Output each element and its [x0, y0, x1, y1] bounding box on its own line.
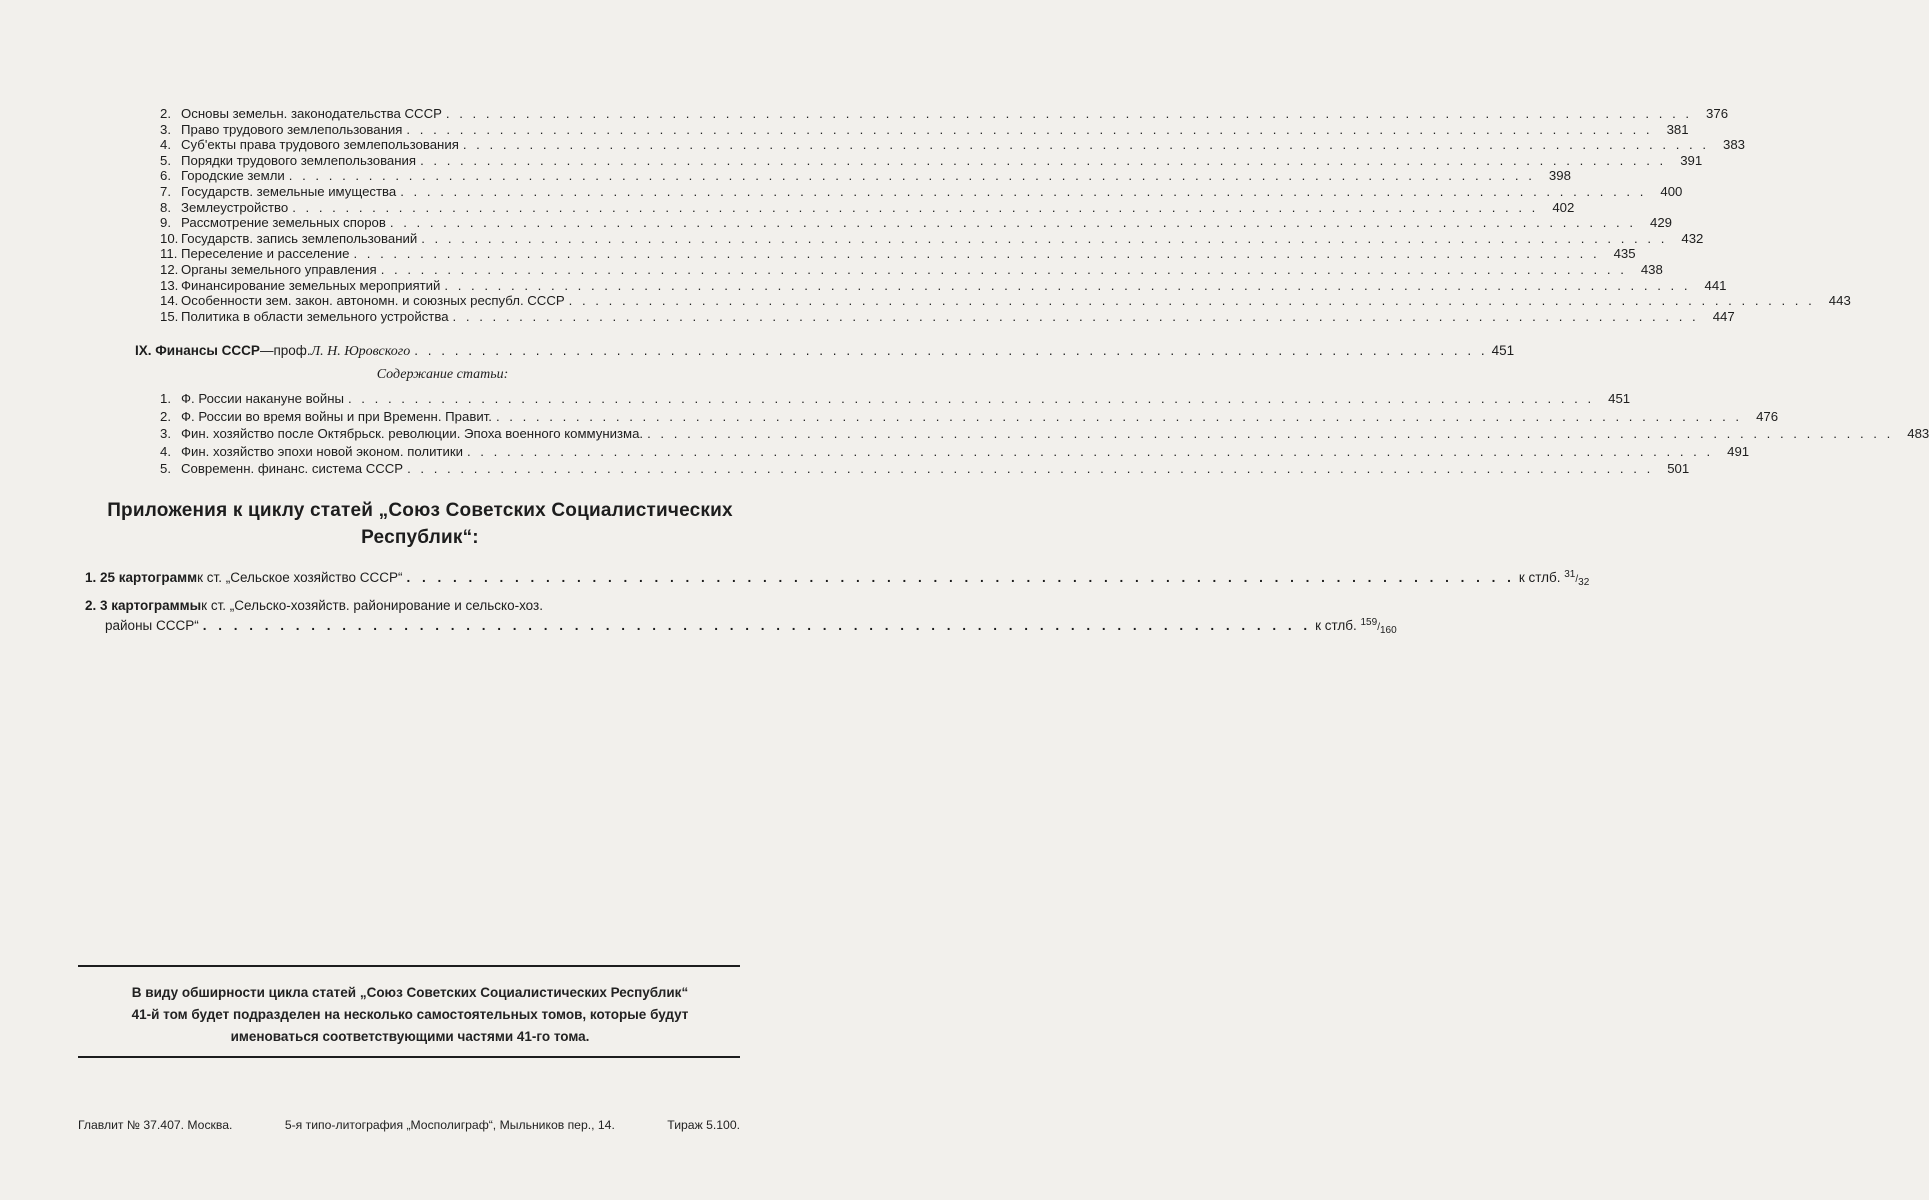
toc-title: Рассмотрение земельных споров: [181, 215, 386, 231]
toc-number: 13.: [160, 277, 179, 293]
toc-page: 443: [1828, 293, 1851, 309]
toc-number: 5.: [160, 152, 171, 168]
toc-row: [160, 460, 1690, 478]
toc-page: 451: [1608, 391, 1631, 406]
leader-dots: [203, 617, 1311, 634]
leader-dots: [414, 343, 1487, 358]
notice-text: [85, 982, 735, 1048]
col-fraction: 31/32: [1564, 569, 1590, 588]
toc-page: 402: [1552, 199, 1575, 215]
leader-dots: [406, 122, 1652, 138]
toc-title: Современн. финанс. система СССР: [181, 461, 404, 477]
leader-dots: [406, 569, 1514, 586]
section-ix-heading: [135, 343, 1515, 360]
section-ix-author: Л. Н. Юровского: [310, 344, 411, 359]
toc-row: [160, 390, 1631, 408]
fraction-denominator: 160: [1379, 625, 1397, 636]
col-fraction: 159/160: [1360, 617, 1397, 636]
toc-row: [160, 261, 1663, 278]
notice-line-1: В виду обширности цикла статей „Союз Советских Социалистических Республик“: [131, 985, 689, 1000]
fraction-numerator: 31: [1564, 569, 1576, 580]
toc-row: [160, 246, 1636, 262]
appendix-item-1-col: [1519, 566, 1589, 591]
toc-row: [160, 408, 1779, 426]
toc-row: [160, 277, 1727, 294]
toc-title: Переселение и расселение: [181, 246, 350, 262]
toc-number: 7.: [160, 183, 171, 199]
appendix-item-1-label: 1. 25 картограмм: [85, 570, 198, 585]
toc-row: [160, 443, 1750, 461]
section-ix-dash: —проф.: [259, 343, 311, 358]
appendix-title-line2: Республик“:: [361, 527, 479, 548]
toc-title: Органы земельного управления: [181, 261, 377, 277]
toc-page: 429: [1650, 215, 1673, 231]
appendix-item-2-col: [1315, 614, 1397, 639]
toc-title: Городские земли: [181, 168, 285, 184]
toc-page: 476: [1756, 408, 1779, 424]
toc-number: 4.: [160, 443, 171, 459]
toc-page: 501: [1667, 461, 1690, 477]
toc-number: 3.: [160, 426, 171, 442]
imprint-right: Тираж 5.100.: [667, 1118, 740, 1132]
toc-row: [160, 293, 1851, 309]
appendix-item-2: [85, 597, 750, 614]
leader-dots: [353, 246, 1599, 262]
top-rule: [78, 965, 740, 967]
appendix-title-line1: Приложения к циклу статей „Союз Советских Социалистических: [107, 500, 733, 521]
toc-title: Государств. запись землепользований: [181, 230, 418, 246]
toc-number: 9.: [160, 215, 171, 231]
toc-title: Финансирование земельных мероприятий: [181, 277, 441, 293]
leader-dots: [421, 231, 1667, 247]
leader-dots: [420, 153, 1666, 169]
toc-number: 15.: [160, 308, 179, 324]
toc-title: Право трудового землепользования: [181, 121, 403, 137]
leader-dots: [446, 106, 1692, 122]
fraction-denominator: 32: [1578, 577, 1590, 588]
toc-page: 491: [1727, 443, 1750, 459]
leader-dots: [400, 184, 1646, 200]
toc-number: 5.: [160, 461, 171, 477]
toc-page: 398: [1548, 168, 1571, 184]
toc-title: Государств. земельные имущества: [181, 183, 397, 199]
toc-title: Основы земельн. законодательства СССР: [181, 106, 442, 121]
toc-page: 391: [1680, 152, 1703, 168]
toc-title: Землеустройство: [181, 199, 289, 215]
toc-number: 14.: [160, 293, 179, 309]
toc-title: Политика в области земельного устройства: [181, 308, 449, 324]
toc-number: 11.: [160, 246, 178, 262]
section-ix-page: 451: [1491, 343, 1515, 358]
toc-number: 12.: [160, 261, 179, 277]
leader-dots: [407, 460, 1653, 478]
toc-row: [160, 230, 1704, 247]
appendix-item-2-cont: [85, 614, 1397, 639]
toc-title: Ф. России во время войны и при Временн. Правит.: [181, 408, 492, 424]
appendix-item-2-label: 2. 3 картограммы: [85, 598, 202, 613]
toc-list: [160, 106, 1851, 324]
toc-number: 2.: [160, 408, 171, 424]
leader-dots: [569, 293, 1815, 309]
leader-dots: [292, 200, 1538, 216]
leader-dots: [463, 137, 1709, 153]
bottom-rule: [78, 1056, 740, 1058]
appendix-item-1: [85, 566, 1590, 591]
leader-dots: [467, 443, 1713, 461]
notice-line-2: 41-й том будет подразделен на несколько самостоятельных томов, которые будут: [131, 1007, 689, 1022]
toc-row: [160, 425, 1929, 443]
toc-page: 447: [1712, 308, 1735, 324]
toc-number: 2.: [160, 106, 171, 121]
fraction-numerator: 159: [1360, 617, 1378, 628]
toc-row: [160, 215, 1673, 231]
notice-line-3: именоваться соответствующими частями 41-го тома.: [230, 1029, 590, 1044]
toc-title: Особенности зем. закон. автономн. и союзных республ. СССР: [181, 293, 565, 309]
toc-row: [160, 106, 1729, 122]
toc-page: 435: [1613, 246, 1636, 262]
section-ix-title: IX. Финансы СССР: [135, 343, 260, 358]
leader-dots: [381, 262, 1627, 278]
toc-number: 8.: [160, 199, 171, 215]
leader-dots: [289, 168, 1535, 184]
toc-number: 3.: [160, 121, 171, 137]
toc-row: [160, 183, 1683, 200]
toc-page: 438: [1640, 261, 1663, 277]
appendix-item-2-text: к ст. „Сельско-хозяйств. районирование и сельско-хоз.: [201, 598, 543, 613]
toc-row: [160, 121, 1689, 138]
toc-number: 4.: [160, 137, 171, 153]
toc-row: [160, 168, 1571, 184]
toc-page: 400: [1660, 183, 1683, 199]
toc-number: 10.: [160, 230, 179, 246]
toc-page: 383: [1723, 137, 1746, 153]
leader-dots: [496, 408, 1742, 426]
toc-title: Порядки трудового землепользования: [181, 152, 417, 168]
leader-dots: [453, 309, 1699, 325]
toc-page: 441: [1704, 277, 1727, 293]
imprint-left: Главлит № 37.407. Москва.: [78, 1118, 233, 1132]
leader-dots: [390, 215, 1636, 231]
toc-title: Фин. хозяйство после Октябрьск. революции. Эпоха военного коммунизма.: [181, 426, 644, 442]
appendix-title: [70, 497, 770, 551]
appendix-item-2-text2: районы СССР“: [105, 618, 199, 633]
toc-list-ix: [160, 390, 1929, 478]
toc-page: 483: [1907, 426, 1929, 442]
toc-row: [160, 199, 1575, 216]
toc-row: [160, 308, 1735, 325]
toc-number: 1.: [160, 391, 171, 406]
toc-page: 376: [1706, 106, 1729, 121]
col-label: к стлб.: [1518, 570, 1565, 585]
toc-title: Фин. хозяйство эпохи новой эконом. политики: [181, 443, 463, 459]
toc-row: [160, 137, 1746, 153]
leader-dots: [444, 278, 1690, 294]
appendix-list: [85, 566, 1590, 639]
leader-dots: [647, 425, 1893, 443]
col-label: к стлб.: [1315, 618, 1361, 633]
leader-dots: [348, 390, 1594, 408]
appendix-item-1-text: к ст. „Сельское хозяйство СССР“: [197, 570, 403, 585]
toc-row: [160, 152, 1703, 169]
toc-title: Ф. России накануне войны: [181, 391, 344, 406]
toc-page: 381: [1666, 121, 1689, 137]
toc-title: Суб'екты права трудового землепользования: [181, 137, 459, 153]
contents-label: Содержание статьи:: [376, 367, 509, 382]
toc-number: 6.: [160, 168, 171, 184]
imprint-line: [78, 1118, 740, 1132]
toc-page: 432: [1681, 230, 1704, 246]
imprint-middle: 5-я типо-литография „Мосполиграф“, Мыльников пер., 14.: [284, 1118, 615, 1132]
